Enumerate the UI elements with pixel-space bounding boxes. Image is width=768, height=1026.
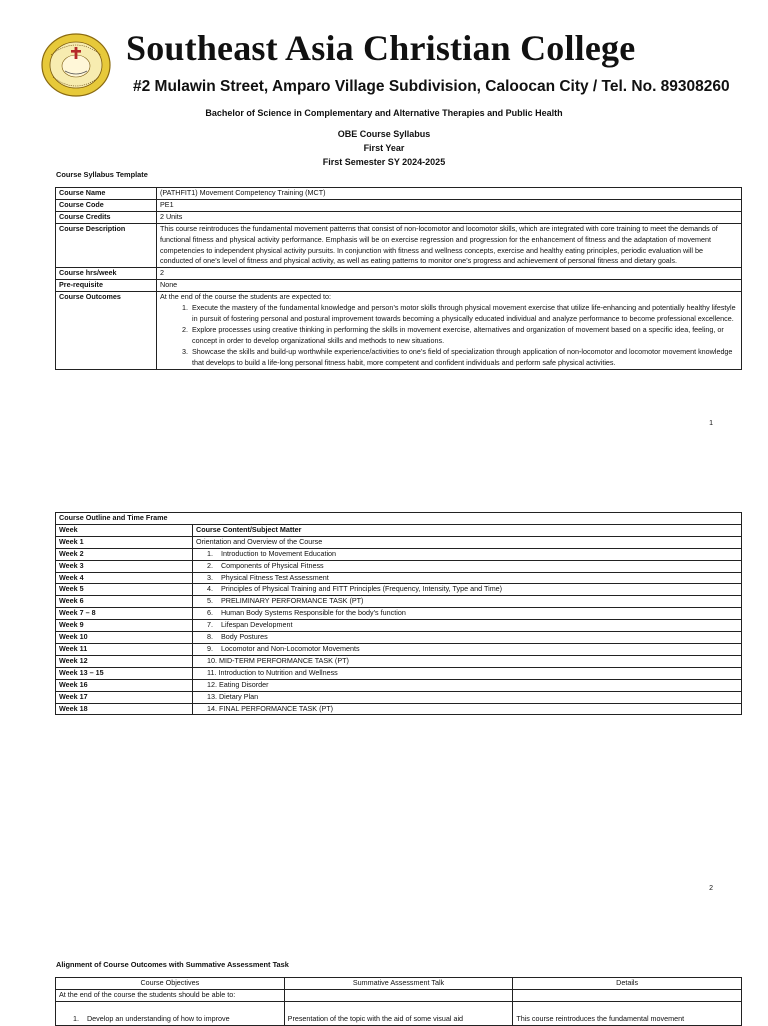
- week-cell: Week 3: [56, 560, 193, 572]
- week-cell: Week 11: [56, 643, 193, 655]
- week-cell: Week 7 – 8: [56, 608, 193, 620]
- syllabus-title: OBE Course Syllabus: [337, 129, 431, 139]
- empty-cell: [284, 989, 513, 1001]
- list-item: 3. Showcase the skills and build-up worthwhile experience/activities to one’s field of specialization through application of non-locomotor and locomotor movement knowledge that develops to build a life-long personal fitness habit, more competent and confident individuals and perform safe physical activities.: [190, 347, 738, 369]
- course-outline-table: [55, 512, 742, 715]
- content-cell: 11. Introduction to Nutrition and Wellness: [193, 667, 742, 679]
- table-row: [56, 667, 742, 679]
- intro-cell: At the end of the course the students should be able to:: [56, 989, 285, 1001]
- outline-title: Course Outline and Time Frame: [56, 513, 742, 525]
- table-row: [56, 188, 742, 200]
- table-row: [56, 524, 742, 536]
- list-item: 2. Explore processes using creative thinking in performing the skills in movement exercise, alternatives and organization of movement based on a specific idea, feeling, or concept in order to develop organizational skills and methods to new situations.: [190, 325, 738, 347]
- table-row: [56, 199, 742, 211]
- column-header: Details: [513, 978, 742, 990]
- course-code: PE1: [157, 199, 742, 211]
- column-header: Course Objectives: [56, 978, 285, 990]
- objective-cell: 1. Develop an understanding of how to improve: [56, 1001, 285, 1025]
- table-row: [56, 691, 742, 703]
- week-cell: Week 6: [56, 596, 193, 608]
- table-row: [56, 548, 742, 560]
- page-number: 1: [709, 420, 713, 427]
- content-cell: 3. Physical Fitness Test Assessment: [193, 572, 742, 584]
- week-cell: Week 10: [56, 632, 193, 644]
- table-row: [56, 989, 742, 1001]
- row-label: Course Name: [56, 188, 157, 200]
- alignment-table: [55, 977, 742, 1026]
- week-cell: Week 12: [56, 655, 193, 667]
- content-cell: 1. Introduction to Movement Education: [193, 548, 742, 560]
- content-cell: 6. Human Body Systems Responsible for the body’s function: [193, 608, 742, 620]
- table-row: [56, 292, 742, 369]
- table-row: [56, 978, 742, 990]
- program-title: Bachelor of Science in Complementary and Alternative Therapies and Public Health: [205, 108, 563, 118]
- table-row: [56, 211, 742, 223]
- content-cell: 14. FINAL PERFORMANCE TASK (PT): [193, 703, 742, 715]
- table-row: [56, 280, 742, 292]
- course-description: This course reintroduces the fundamental movement patterns that consist of non-locomotor and locomotor skills, which are integrated with core training to meet the demands of functional fitness and physical activity performance. Emphasis will be on exercise regression and progression for the enhancement of fitness and the adaptation of movement competencies to independent physical activity pursuits. In conjunction with fitness and wellness concepts, exercise and healthy eating principles, periodic evaluation will be conducted of one’s level of fitness and physical activity, as well as eating patterns to monitor one’s progress and achievement of personal fitness and dietary goals.: [157, 223, 742, 268]
- course-outcomes: [157, 292, 742, 369]
- table-row: [56, 223, 742, 268]
- section-label: Course Syllabus Template: [56, 170, 148, 179]
- table-row: [56, 596, 742, 608]
- table-row: [56, 608, 742, 620]
- details-cell: This course reintroduces the fundamental movement: [513, 1001, 742, 1025]
- table-row: [56, 620, 742, 632]
- outcomes-list: [160, 303, 738, 368]
- table-row: [56, 632, 742, 644]
- week-cell: Week 4: [56, 572, 193, 584]
- row-label: Course Code: [56, 199, 157, 211]
- outcomes-intro: At the end of the course the students are expected to:: [160, 292, 332, 302]
- semester: First Semester SY 2024-2025: [322, 157, 446, 167]
- content-cell: 10. MID-TERM PERFORMANCE TASK (PT): [193, 655, 742, 667]
- table-row: [56, 1001, 742, 1025]
- week-cell: Week 13 – 15: [56, 667, 193, 679]
- college-name: Southeast Asia Christian College: [126, 28, 636, 68]
- table-row: [56, 268, 742, 280]
- content-cell: 4. Principles of Physical Training and FITT Principles (Frequency, Intensity, Type and Time): [193, 584, 742, 596]
- content-cell: 5. PRELIMINARY PERFORMANCE TASK (PT): [193, 596, 742, 608]
- column-header: Summative Assessment Talk: [284, 978, 513, 990]
- table-row: [56, 560, 742, 572]
- content-cell: 7. Lifespan Development: [193, 620, 742, 632]
- week-cell: Week 1: [56, 536, 193, 548]
- content-header: Course Content/Subject Matter: [193, 524, 742, 536]
- week-cell: Week 2: [56, 548, 193, 560]
- week-cell: Week 18: [56, 703, 193, 715]
- content-cell: 8. Body Postures: [193, 632, 742, 644]
- week-cell: Week 17: [56, 691, 193, 703]
- course-info-table: [55, 187, 742, 370]
- row-label: Course Description: [56, 223, 157, 268]
- empty-cell: [513, 989, 742, 1001]
- table-row: [56, 513, 742, 525]
- table-row: [56, 572, 742, 584]
- page-number: 2: [709, 885, 713, 892]
- course-hours: 2: [157, 268, 742, 280]
- week-cell: Week 9: [56, 620, 193, 632]
- week-cell: Week 16: [56, 679, 193, 691]
- table-row: [56, 536, 742, 548]
- content-cell: 9. Locomotor and Non-Locomotor Movements: [193, 643, 742, 655]
- course-credits: 2 Units: [157, 211, 742, 223]
- course-name: (PATHFIT1) Movement Competency Training (MCT): [157, 188, 742, 200]
- week-header: Week: [56, 524, 193, 536]
- row-label: Course Credits: [56, 211, 157, 223]
- table-row: [56, 703, 742, 715]
- college-address: #2 Mulawin Street, Amparo Village Subdivision, Caloocan City / Tel. No. 89308260: [133, 78, 730, 95]
- content-cell: 13. Dietary Plan: [193, 691, 742, 703]
- college-seal-logo: [41, 33, 111, 97]
- content-cell: 2. Components of Physical Fitness: [193, 560, 742, 572]
- row-label: Course Outcomes: [56, 292, 157, 369]
- list-item: 1. Execute the mastery of the fundamental knowledge and person’s motor skills through physical movement exercise that utilize life-enhancing and potentially healthy lifestyle in pursuit of fostering personal and postural improvement towards becoming a physically educated individual and analyze performance to become professional excellence.: [190, 303, 738, 325]
- year-level: First Year: [363, 143, 405, 153]
- course-prerequisite: None: [157, 280, 742, 292]
- content-cell: Orientation and Overview of the Course: [193, 536, 742, 548]
- table-row: [56, 643, 742, 655]
- week-cell: Week 5: [56, 584, 193, 596]
- table-row: [56, 655, 742, 667]
- row-label: Pre-requisite: [56, 280, 157, 292]
- table-row: [56, 584, 742, 596]
- table-row: [56, 679, 742, 691]
- alignment-title: Alignment of Course Outcomes with Summative Assessment Task: [56, 960, 289, 969]
- row-label: Course hrs/week: [56, 268, 157, 280]
- content-cell: 12. Eating Disorder: [193, 679, 742, 691]
- assessment-cell: Presentation of the topic with the aid of some visual aid: [284, 1001, 513, 1025]
